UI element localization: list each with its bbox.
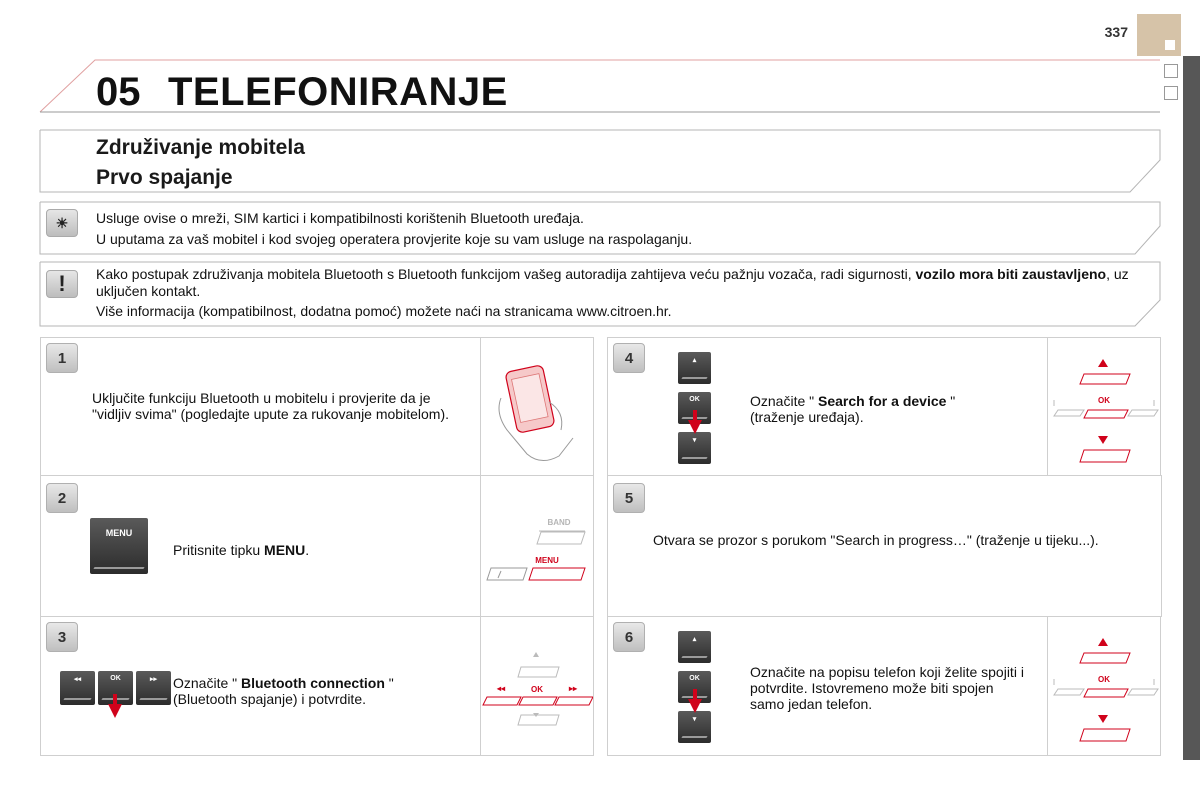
menu-button-label: MENU (105, 528, 133, 538)
up-icon: ▴ (692, 636, 697, 643)
step-number-badge: 5 (613, 483, 645, 513)
keypad-updown-icon (1048, 338, 1160, 475)
up-icon: ▴ (692, 357, 697, 364)
step-text-line2: (Bluetooth spajanje) i potvrdite. (173, 691, 366, 707)
forward-button[interactable] (136, 671, 171, 705)
warning-text-bold: vozilo mora biti zaustavljeno (915, 266, 1107, 282)
menu-button[interactable] (90, 518, 148, 574)
chapter-title: TELEFONIRANJE (168, 70, 508, 114)
step-text: Označite na popisu telefon koji želite spojiti i potvrdite. Istovremeno može biti spojen samo jedan telefon. (750, 664, 1024, 712)
step-text-bold: Search for a device (818, 393, 947, 409)
step-text (173, 542, 309, 558)
step-text-bold: MENU (264, 542, 306, 558)
keypad-ok-label: OK (1098, 675, 1110, 684)
step-text-part: Pritisnite tipku (173, 542, 265, 558)
info-note (96, 209, 1146, 249)
page-number: 337 (1104, 24, 1128, 40)
keypad-prev-label: ◂◂ (496, 684, 506, 693)
step-illustration (480, 337, 594, 476)
warning-text: , uz uključen kontakt. (96, 266, 1129, 299)
rewind-icon: ◂◂ (73, 676, 82, 683)
keypad-next-label: ▸▸ (568, 684, 578, 693)
down-icon: ▾ (692, 716, 697, 723)
step-number-badge: 1 (46, 343, 78, 373)
keypad-ok-label: OK (1098, 396, 1110, 405)
ok-button-label: OK (689, 675, 700, 682)
ok-button-label: OK (689, 396, 700, 403)
step-text-part: " (946, 393, 956, 409)
step-text: Uključite funkciju Bluetooth u mobitelu i provjerite da je "vidljiv svima" (pogledajte upute za rukovanje mobitelom). (92, 390, 449, 422)
down-icon: ▾ (692, 437, 697, 444)
press-arrow-icon (688, 420, 702, 434)
step-text-bold: Bluetooth connection (241, 675, 385, 691)
step-text-part: Označite " (173, 675, 241, 691)
step-text (173, 675, 473, 707)
step-number-badge: 3 (46, 622, 78, 652)
section-title: Združivanje mobitela (96, 136, 305, 159)
down-button[interactable] (678, 432, 711, 464)
step-text-line2: (traženje uređaja). (750, 409, 864, 425)
step-text-part: " (384, 675, 394, 691)
down-button[interactable] (678, 711, 711, 743)
warning-text: Kako postupak združivanja mobitela Bluetooth s Bluetooth funkcijom vašeg autoradija zahtijeva veću pažnju vozača, radi sigurnosti, (96, 266, 916, 282)
chapter-number: 05 (96, 70, 141, 114)
step-illustration (480, 475, 594, 617)
step-number-badge: 2 (46, 483, 78, 513)
step-illustration (1047, 337, 1161, 476)
ok-button-label: OK (110, 675, 121, 682)
press-arrow-icon (688, 699, 702, 713)
keypad-menu-label: MENU (535, 556, 559, 565)
info-note-line: Usluge ovise o mreži, SIM kartici i kompatibilnosti korištenih Bluetooth uređaja. (96, 210, 584, 226)
phone-hand-icon (481, 338, 593, 475)
keypad-band-label: BAND (547, 518, 571, 527)
step-text-part: . (305, 542, 310, 558)
step-text-part: Označite " (750, 393, 818, 409)
warning-note (96, 266, 1141, 320)
step-text: Otvara se prozor s porukom "Search in progress…" (traženje u tijeku...). (653, 532, 1099, 548)
keypad-ok-label: OK (531, 685, 543, 694)
press-arrow-icon (108, 704, 122, 718)
up-button[interactable] (678, 352, 711, 384)
keypad-updown-icon (1048, 617, 1160, 755)
step-number-badge: 6 (613, 622, 645, 652)
section-subtitle: Prvo spajanje (96, 166, 233, 189)
step-number-badge: 4 (613, 343, 645, 373)
info-note-line: U uputama za vaš mobitel i kod svojeg operatera provjerite koje su vam usluge na raspolaganju. (96, 231, 693, 247)
keypad-menu-icon (481, 476, 593, 616)
up-button[interactable] (678, 631, 711, 663)
step-illustration (480, 616, 594, 756)
warning-icon: ! (46, 270, 78, 298)
step-illustration (1047, 616, 1161, 756)
step-text (750, 393, 1040, 425)
rewind-button[interactable] (60, 671, 95, 705)
lightbulb-icon: ☀ (46, 209, 78, 237)
warning-line2: Više informacija (kompatibilnost, dodatna pomoć) možete naći na stranicama www.citroen.hr. (96, 303, 672, 319)
forward-icon: ▸▸ (149, 676, 158, 683)
